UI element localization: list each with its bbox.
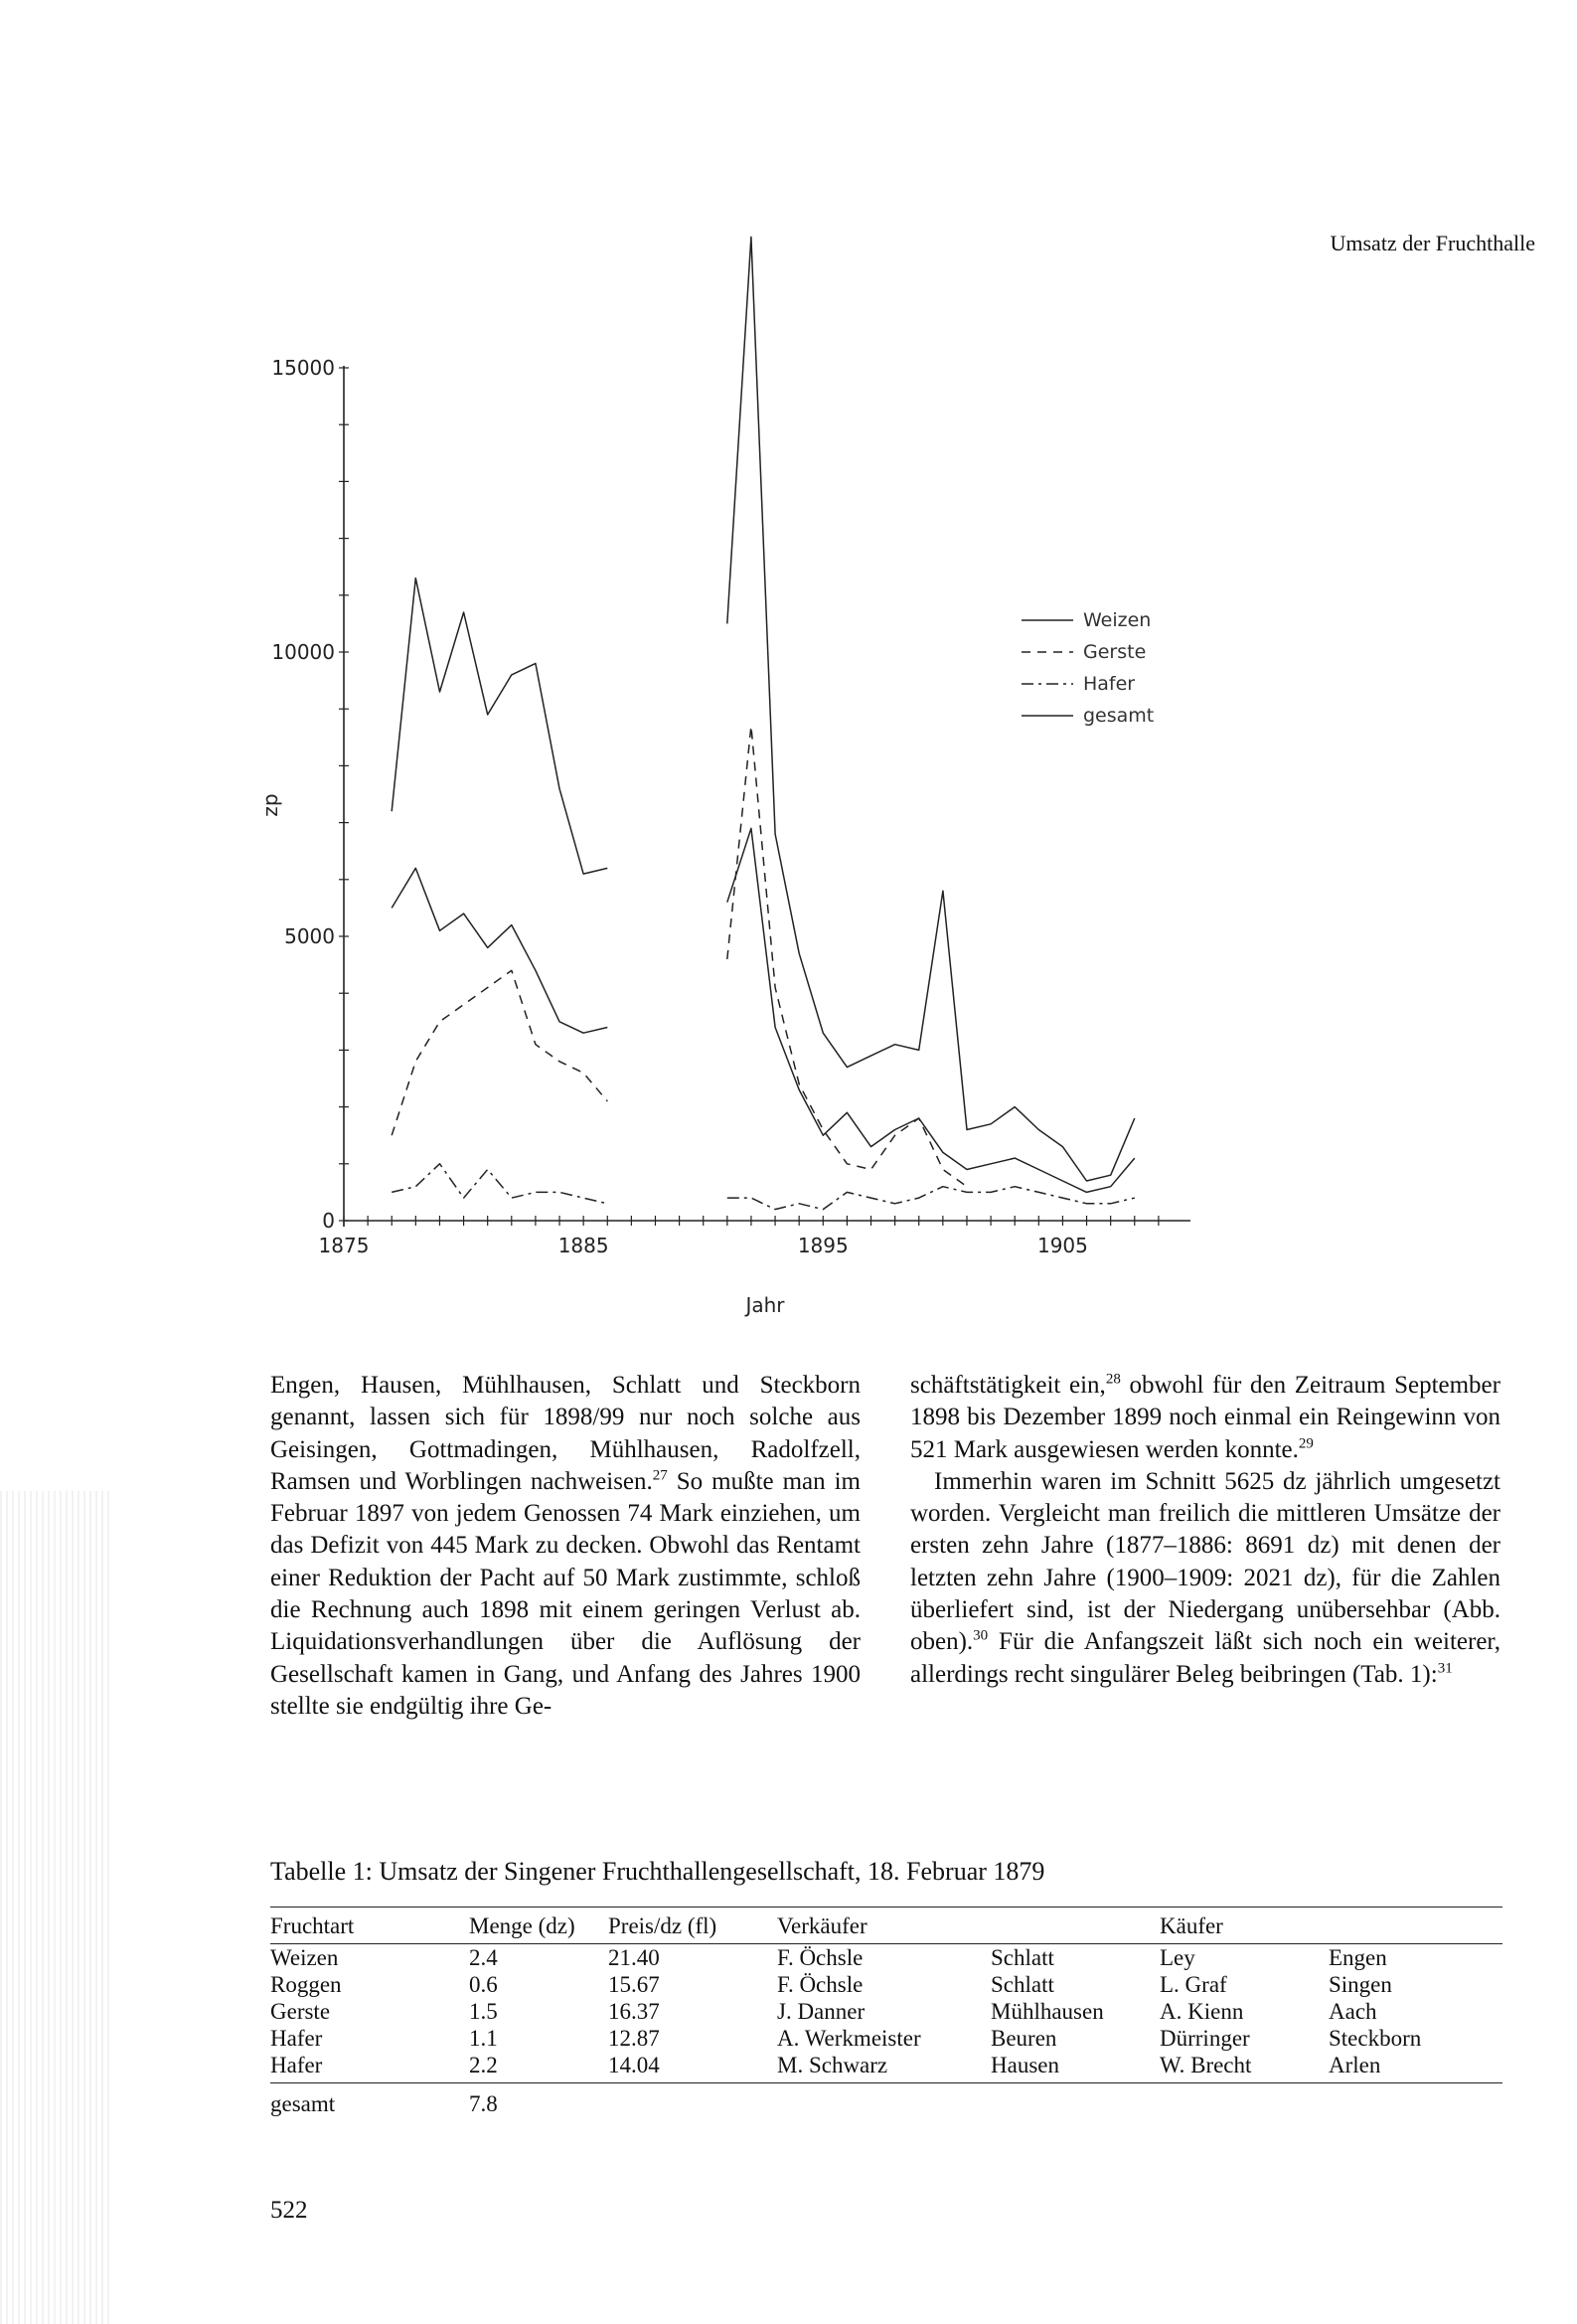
scan-edge-shading bbox=[0, 1491, 109, 2324]
cell: 15.67 bbox=[608, 1972, 660, 1997]
x-tick-label: 1905 bbox=[1036, 1234, 1088, 1257]
page-number: 522 bbox=[270, 2197, 308, 2224]
cell: Gerste bbox=[270, 1999, 331, 2024]
cell: 1.1 bbox=[469, 2026, 498, 2051]
header-kaeufer-ort bbox=[1329, 1908, 1502, 1944]
cell: 21.40 bbox=[608, 1945, 660, 1970]
chart-axes bbox=[344, 366, 1190, 1227]
cell: Mühlhausen bbox=[991, 1999, 1104, 2024]
cell: Hausen bbox=[991, 2052, 1160, 2083]
footnote-ref: 29 bbox=[1298, 1435, 1314, 1452]
paragraph-text: obwohl für den Zeitraum September 1898 bis Dezember 1899 noch einmal ein Reingewinn von 521 Mark ausgewiesen werden konnte. bbox=[910, 1372, 1500, 1463]
cell: Dürringer bbox=[1160, 2026, 1250, 2051]
legend-label: Hafer bbox=[1083, 673, 1136, 695]
text-column-right bbox=[910, 1370, 1500, 1691]
footnote-ref: 28 bbox=[1105, 1371, 1121, 1388]
cell: Engen bbox=[1329, 1945, 1387, 1970]
table-total-row bbox=[270, 2083, 1502, 2118]
cell: Steckborn bbox=[1329, 2026, 1422, 2051]
cell: 2.2 bbox=[469, 2052, 608, 2083]
paragraph-text: schäftstätigkeit ein, bbox=[910, 1372, 1106, 1399]
cell: gesamt bbox=[270, 2091, 336, 2116]
cell: A. Kienn bbox=[1160, 1999, 1244, 2024]
x-tick-label: 1875 bbox=[318, 1234, 370, 1257]
series-line-weizen bbox=[727, 828, 1135, 1192]
cell: F. Öchsle bbox=[777, 1945, 864, 1970]
line-chart bbox=[248, 209, 1202, 1332]
cell: 7.8 bbox=[469, 2091, 498, 2116]
cell: Hafer bbox=[270, 2026, 323, 2051]
cell: J. Danner bbox=[777, 1999, 866, 2024]
table-caption: Tabelle 1: Umsatz der Singener Fruchthallengesellschaft, 18. Februar 1879 bbox=[270, 1857, 1045, 1886]
cell: M. Schwarz bbox=[777, 2052, 991, 2083]
cell: Singen bbox=[1329, 1972, 1392, 1997]
table-row bbox=[270, 1971, 1502, 1998]
cell: Arlen bbox=[1329, 2052, 1502, 2083]
series-line-gerste bbox=[392, 970, 607, 1135]
table-row bbox=[270, 2052, 1502, 2083]
cell: Beuren bbox=[991, 2026, 1057, 2051]
cell: F. Öchsle bbox=[777, 1972, 864, 1997]
paragraph bbox=[270, 1370, 861, 1723]
header-verkaeufer: Verkäufer bbox=[777, 1908, 991, 1944]
paragraph bbox=[910, 1370, 1500, 1466]
series-line-gesamt bbox=[392, 579, 607, 875]
cell: Hafer bbox=[270, 2052, 469, 2083]
footnote-ref: 30 bbox=[973, 1628, 989, 1645]
legend-label: Weizen bbox=[1083, 609, 1152, 631]
paragraph bbox=[910, 1466, 1500, 1691]
sales-table bbox=[270, 1907, 1502, 2117]
table-row bbox=[270, 1944, 1502, 1972]
paragraph-text: Immerhin waren im Schnitt 5625 dz jährlich umgesetzt worden. Vergleicht man freilich die mittleren Umsätze der ersten zehn Jahre (1877–1886: 8691 dz) mit denen der letzten zehn Jahre (1900–1909: 2021 dz), für die Zahlen überliefert sind, ist der Niedergang unübersehbar (Abb. oben). bbox=[910, 1467, 1500, 1656]
header-verkaeufer-ort bbox=[991, 1908, 1160, 1944]
series-line-weizen bbox=[392, 868, 607, 1033]
cell: 2.4 bbox=[469, 1945, 498, 1970]
x-tick-label: 1885 bbox=[557, 1234, 609, 1257]
table-row bbox=[270, 2025, 1502, 2052]
header-menge: Menge (dz) bbox=[469, 1908, 608, 1944]
header-fruchtart: Fruchtart bbox=[270, 1908, 469, 1944]
table-header-row bbox=[270, 1908, 1502, 1944]
cell: Schlatt bbox=[991, 1945, 1054, 1970]
paragraph-text: Für die Anfangszeit läßt sich noch ein weiterer, allerdings recht singulärer Beleg beibringen (Tab. 1): bbox=[910, 1628, 1500, 1688]
series-line-gerste bbox=[727, 726, 967, 1186]
y-tick-label: 5000 bbox=[284, 924, 335, 948]
y-tick-label: 0 bbox=[322, 1209, 335, 1233]
cell: W. Brecht bbox=[1160, 2052, 1329, 2083]
legend-label: gesamt bbox=[1083, 705, 1155, 727]
footnote-ref: 27 bbox=[652, 1467, 668, 1484]
cell: 14.04 bbox=[608, 2052, 777, 2083]
cell: Roggen bbox=[270, 1972, 342, 1997]
paragraph-text: So mußte man im Februar 1897 von jedem Genossen 74 Mark einziehen, um das Defizit von 445 Mark zu decken. Obwohl das Rentamt einer Reduktion der Pacht auf 50 Mark zustimmte, schloß die Rechnung auch 1898 mit einem geringen Verlust ab. Liquidationsverhandlungen über die Auflösung der Gesellschaft kamen in Gang, und Anfang des Jahres 1900 stellte sie endgültig ihre Ge- bbox=[270, 1467, 861, 1720]
cell: A. Werkmeister bbox=[777, 2026, 921, 2051]
x-axis-label: Jahr bbox=[745, 1293, 785, 1317]
cell: 1.5 bbox=[469, 1999, 498, 2024]
header-kaeufer: Käufer bbox=[1160, 1908, 1329, 1944]
cell: Aach bbox=[1329, 1999, 1377, 2024]
cell: L. Graf bbox=[1160, 1972, 1227, 1997]
cell: Weizen bbox=[270, 1945, 339, 1970]
cell: Ley bbox=[1160, 1945, 1195, 1970]
series-line-hafer bbox=[727, 1187, 1135, 1210]
chart-series bbox=[392, 237, 1135, 1209]
figure-title: Umsatz der Fruchthalle bbox=[1330, 231, 1535, 255]
cell: 12.87 bbox=[608, 2026, 660, 2051]
paragraph-text: Engen, Hausen, Mühlhausen, Schlatt und Steckborn genannt, lassen sich für 1898/99 nur noch solche aus Geisingen, Gottmadingen, Mühlhausen, Radolfzell, Ramsen und Worblingen nachweisen. bbox=[270, 1372, 861, 1495]
y-tick-label: 10000 bbox=[271, 640, 335, 664]
cell: 0.6 bbox=[469, 1972, 498, 1997]
legend-label: Gerste bbox=[1083, 641, 1147, 663]
header-preis: Preis/dz (fl) bbox=[608, 1908, 777, 1944]
x-tick-label: 1895 bbox=[797, 1234, 849, 1257]
series-line-hafer bbox=[392, 1164, 607, 1204]
chart-legend bbox=[1022, 609, 1154, 727]
text-column-left bbox=[270, 1370, 861, 1723]
cell: Schlatt bbox=[991, 1972, 1054, 1997]
chart-ticks bbox=[261, 356, 1159, 1317]
footnote-ref: 31 bbox=[1437, 1660, 1453, 1677]
series-line-gesamt bbox=[727, 237, 1135, 1181]
cell: 16.37 bbox=[608, 1999, 660, 2024]
y-tick-label: 15000 bbox=[271, 356, 335, 380]
y-axis-label: dz bbox=[261, 793, 285, 817]
table-row bbox=[270, 1998, 1502, 2025]
